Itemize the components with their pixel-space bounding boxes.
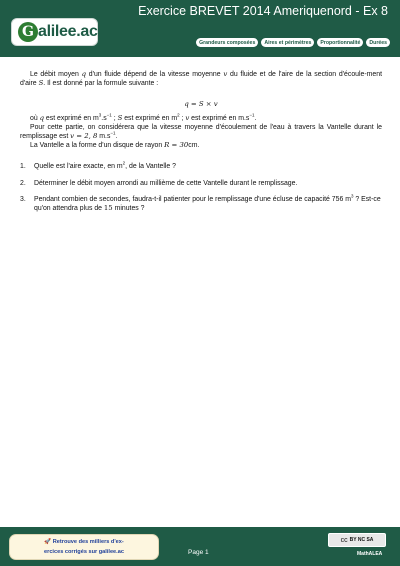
galilee-logo[interactable] [11, 18, 98, 46]
var-q: q [39, 113, 45, 122]
var-v: v [185, 113, 190, 122]
exponent: 3 [98, 112, 102, 118]
tag-aires[interactable]: Aires et périmètres [261, 38, 314, 47]
tag-proportionnalite[interactable]: Proportionnalité [317, 38, 363, 47]
license-badge[interactable] [328, 533, 386, 547]
text: cm. [188, 142, 200, 150]
text: . Il est donné par la formule suivante : [43, 80, 159, 88]
var-s: S [38, 79, 44, 88]
tag-list [196, 38, 390, 47]
text: minutes ? [112, 205, 145, 213]
question-number: 1. [20, 163, 26, 171]
text: Pour cette partie, on considérera que la vitesse moyenne d'écoulement de l'eau à travers la Vantelle durant le remplissage est [20, 123, 382, 141]
license-text: BY NC SA [349, 537, 374, 543]
text: Déterminer le débit moyen arrondi au millième de cette Vantelle durant le remplissage. [34, 179, 298, 187]
promo-line-1: 🚀 Retrouve des milliers d'ex- [44, 539, 124, 545]
exponent: 2 [122, 161, 126, 167]
exponent: −1 [110, 130, 116, 136]
radius-value: R = 30 [164, 141, 189, 150]
text: m.s [97, 133, 111, 141]
text: est exprimé en m.s [189, 114, 250, 122]
text: .s [101, 114, 107, 122]
text: ; [179, 114, 186, 122]
footer-bar [0, 527, 400, 566]
page-number: Page 1 [188, 549, 209, 556]
question-number: 2. [20, 179, 26, 187]
text: du fluide et de l'aire de la section d'écoule-ment d'aire [20, 71, 382, 88]
exercise-title: Exercice BREVET 2014 Ameriquenord - Ex 8 [138, 4, 388, 18]
header-bar [0, 0, 400, 57]
cc-icon: cc [340, 536, 348, 544]
text: . [254, 114, 257, 122]
text: ; [111, 114, 118, 122]
text: où [30, 114, 40, 122]
var-s: S [117, 113, 123, 122]
text: La Vantelle a la forme d'un disque de rayon [30, 142, 165, 150]
question-number: 3. [20, 195, 26, 203]
text: Pendant combien de secondes, faudra-t-il patienter pour le remplissage d'une écluse de capacité 756 m [34, 195, 351, 203]
exercise-body [20, 70, 382, 220]
question-2 [20, 179, 382, 188]
exponent: 3 [350, 193, 354, 199]
text: est exprimé en m [44, 114, 99, 122]
text: Le débit moyen [30, 71, 82, 78]
intro-paragraph [20, 70, 382, 88]
text: , de la Vantelle ? [125, 163, 176, 171]
minutes-value: 15 [103, 204, 113, 213]
speed-value: v = 2, 8 [70, 132, 98, 141]
text: Quelle est l'aire exacte, en m [34, 163, 123, 171]
units-paragraph [20, 114, 382, 123]
galilee-promo-link[interactable] [9, 534, 159, 560]
exponent: −1 [106, 112, 112, 118]
question-list [20, 162, 382, 213]
var-q: q [81, 70, 87, 78]
logo-text: alilee.ac [38, 23, 98, 40]
text: ? Est-ce qu'on attendra plus de [34, 195, 381, 213]
exponent: 2 [177, 112, 180, 118]
formula: q = S × v [184, 100, 218, 109]
tag-grandeurs[interactable]: Grandeurs composées [196, 38, 258, 47]
question-3 [20, 195, 382, 213]
exponent: −1 [249, 112, 255, 118]
text: est exprimé en m [122, 114, 178, 122]
logo-g-icon: G [18, 22, 38, 42]
radius-paragraph [20, 141, 382, 150]
mathalea-brand: MathALEA [357, 551, 383, 557]
question-1 [20, 162, 382, 171]
var-v: v [223, 70, 228, 78]
text: d'un fluide dépend de la vitesse moyenne [86, 71, 224, 78]
tag-durees[interactable]: Durées [366, 38, 390, 47]
speed-paragraph [20, 123, 382, 141]
promo-line-2: ercices corrigés sur galilee.ac [44, 549, 124, 555]
text: . [115, 133, 118, 141]
